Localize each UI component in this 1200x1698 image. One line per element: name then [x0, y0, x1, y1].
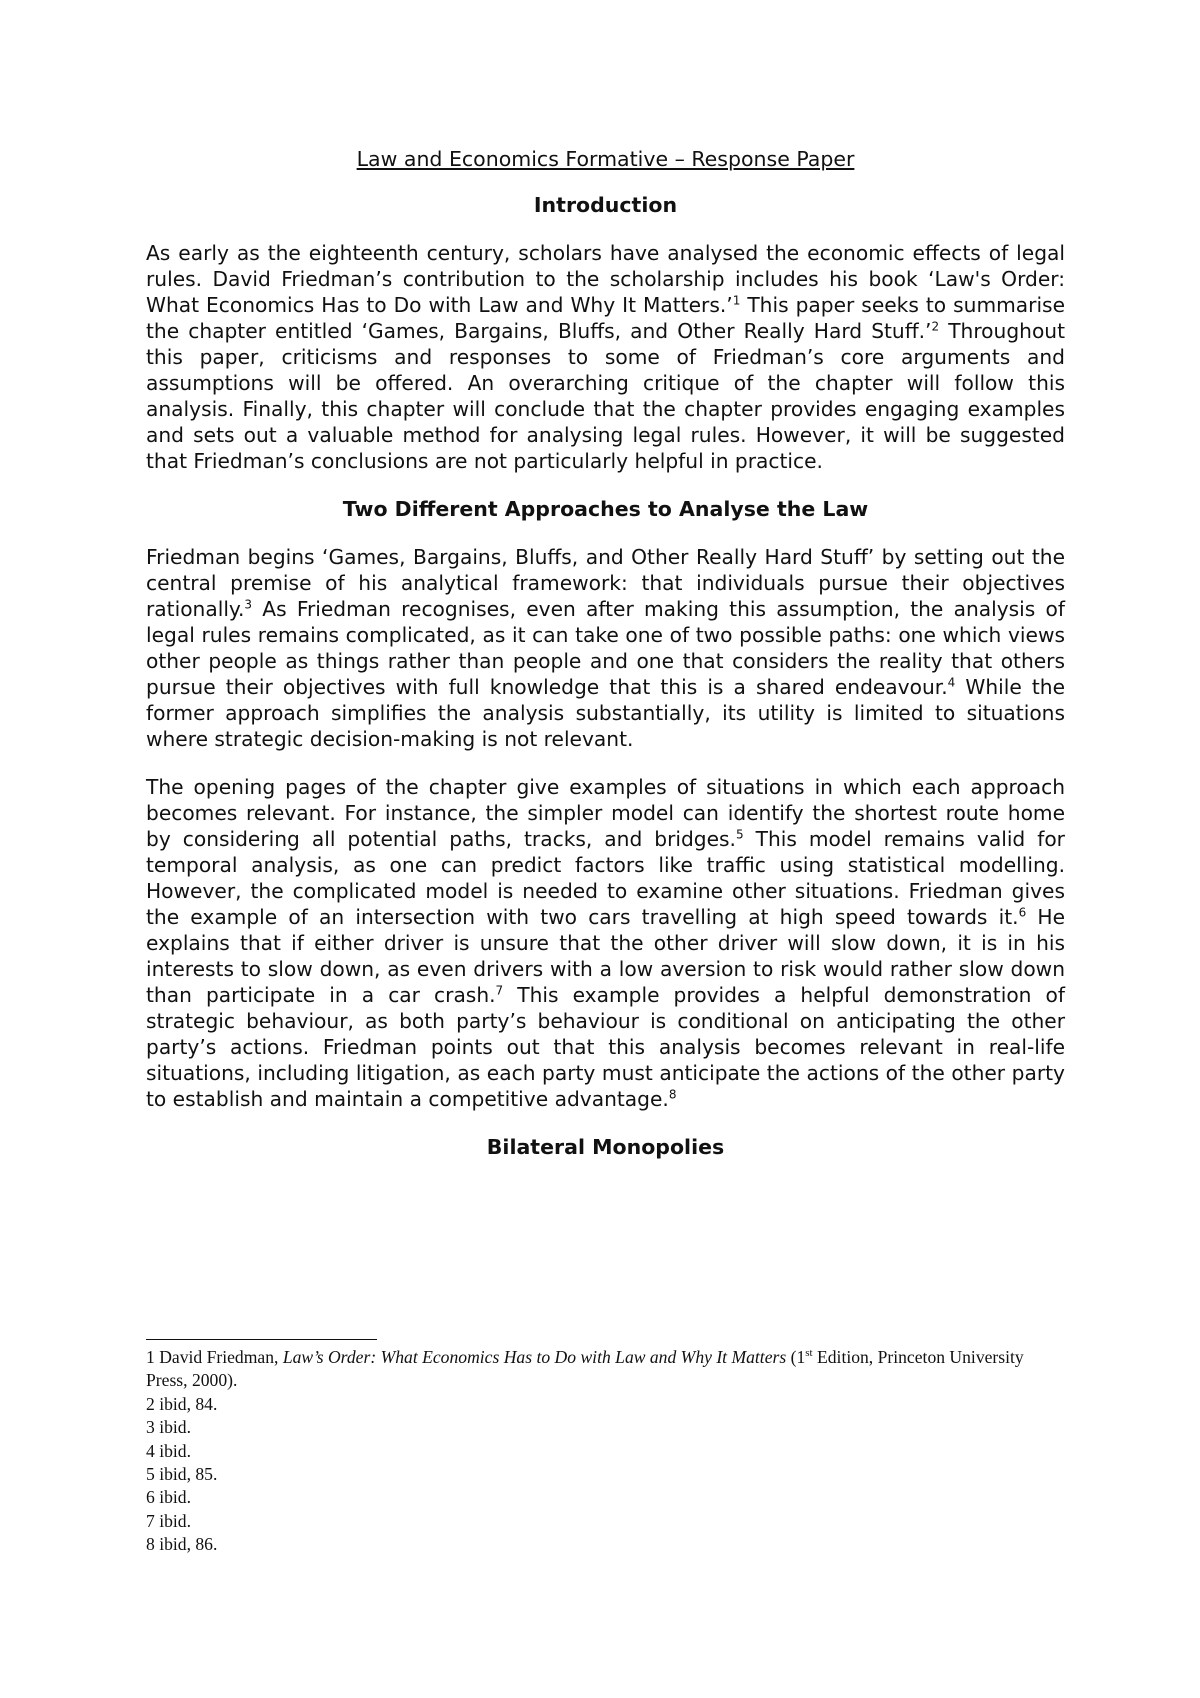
footnote-reference: 6	[1018, 905, 1027, 920]
footnote-reference: 4	[947, 675, 956, 690]
footnotes	[146, 1339, 1065, 1557]
text-segment: 2 ibid, 84.	[146, 1393, 218, 1414]
text-segment: Friedman begins ‘Games, Bargains, Bluffs, and Other Really Hard Stuff’ by setting out the central premise of his analytical framework: that individuals pursue their objectives rationally.	[146, 545, 1065, 621]
document-title: Law and Economics Formative – Response Paper	[356, 147, 855, 171]
text-segment: 8 ibid, 86.	[146, 1534, 218, 1555]
text-segment: Throughout this paper, criticisms and responses to some of Friedman’s core arguments and assumptions will be offered. An overarching critique of the chapter will follow this analysis. Finally, this chapter will conclude that the chapter provides engaging examples and sets out a valuable method for analysing legal rules. However, it will be suggested that Friedman’s conclusions are not particularly helpful in practice.	[146, 319, 1065, 473]
body-paragraph	[146, 544, 1065, 752]
footnote-separator	[146, 1339, 377, 1340]
text-segment: As early as the eighteenth century, scholars have analysed the economic effects of legal rules. David Friedman’s contribution to the scholarship includes his book ‘Law's Order: What Economics Has to Do with Law and Why It Matters.’	[146, 241, 1065, 317]
footnote	[146, 1346, 1065, 1393]
footnote	[146, 1463, 1065, 1486]
footnote-reference: 2	[931, 319, 940, 334]
footnote-reference: st	[805, 1347, 813, 1360]
text-segment: This example provides a helpful demonstration of strategic behaviour, as both party’s behaviour is conditional on anticipating the other party’s actions. Friedman points out that this analysis becomes relevant in real-life situations, including litigation, as each party must anticipate the actions of the other party to establish and maintain a competitive advantage.	[146, 983, 1065, 1111]
text-segment: 3 ibid.	[146, 1417, 191, 1438]
text-segment: He explains that if either driver is unsure that the other driver will slow down, it is in his interests to slow down, as even drivers with a low aversion to risk would rather slow down than participate in a car crash.	[146, 905, 1065, 1007]
footnote-reference: 5	[735, 827, 744, 842]
footnote-reference: 7	[495, 983, 504, 998]
footnote-reference: 8	[668, 1087, 677, 1102]
footnote	[146, 1393, 1065, 1416]
text-segment: The opening pages of the chapter give examples of situations in which each approach becomes relevant. For instance, the simpler model can identify the shortest route home by considering all potential paths, tracks, and bridges.	[146, 775, 1065, 851]
footnote	[146, 1416, 1065, 1439]
section-heading: Two Different Approaches to Analyse the Law	[342, 497, 869, 521]
text-segment: 7 ibid.	[146, 1510, 191, 1531]
footnote-reference: 3	[244, 597, 253, 612]
text-segment: This paper seeks to summarise the chapter entitled ‘Games, Bargains, Bluffs, and Other Really Hard Stuff.’	[146, 293, 1065, 343]
text-segment: (1	[786, 1347, 806, 1367]
footnote	[146, 1440, 1065, 1463]
text-segment: Edition, Princeton University Press, 2000).	[146, 1347, 1024, 1391]
body-paragraph	[146, 774, 1065, 1112]
text-segment: 6 ibid.	[146, 1487, 191, 1508]
text-segment: 5 ibid, 85.	[146, 1464, 218, 1485]
footnote	[146, 1533, 1065, 1556]
section-heading: Introduction	[533, 193, 678, 217]
document-body	[146, 146, 1065, 1182]
text-segment: 1 David Friedman,	[146, 1347, 283, 1367]
document-sections	[146, 192, 1065, 1160]
body-paragraph	[146, 240, 1065, 474]
footnote	[146, 1510, 1065, 1533]
text-segment: As Friedman recognises, even after making this assumption, the analysis of legal rules remains complicated, as it can take one of two possible paths: one which views other people as things rather than people and one that considers the reality that others pursue their objectives with full knowledge that this is a shared endeavour.	[146, 597, 1065, 699]
footnote-reference: 1	[732, 293, 741, 308]
footnote	[146, 1486, 1065, 1509]
text-segment: This model remains valid for temporal analysis, as one can predict factors like traffic using statistical modelling. However, the complicated model is needed to examine other situations. Friedman gives the example of an intersection with two cars travelling at high speed towards it.	[146, 827, 1065, 929]
section-heading: Bilateral Monopolies	[486, 1135, 725, 1159]
text-segment: 4 ibid.	[146, 1440, 191, 1461]
italic-text: Law’s Order: What Economics Has to Do with Law and Why It Matters	[282, 1347, 787, 1367]
footnote-list	[146, 1346, 1065, 1557]
text-segment: While the former approach simplifies the analysis substantially, its utility is limited to situations where strategic decision-making is not relevant.	[146, 675, 1065, 751]
